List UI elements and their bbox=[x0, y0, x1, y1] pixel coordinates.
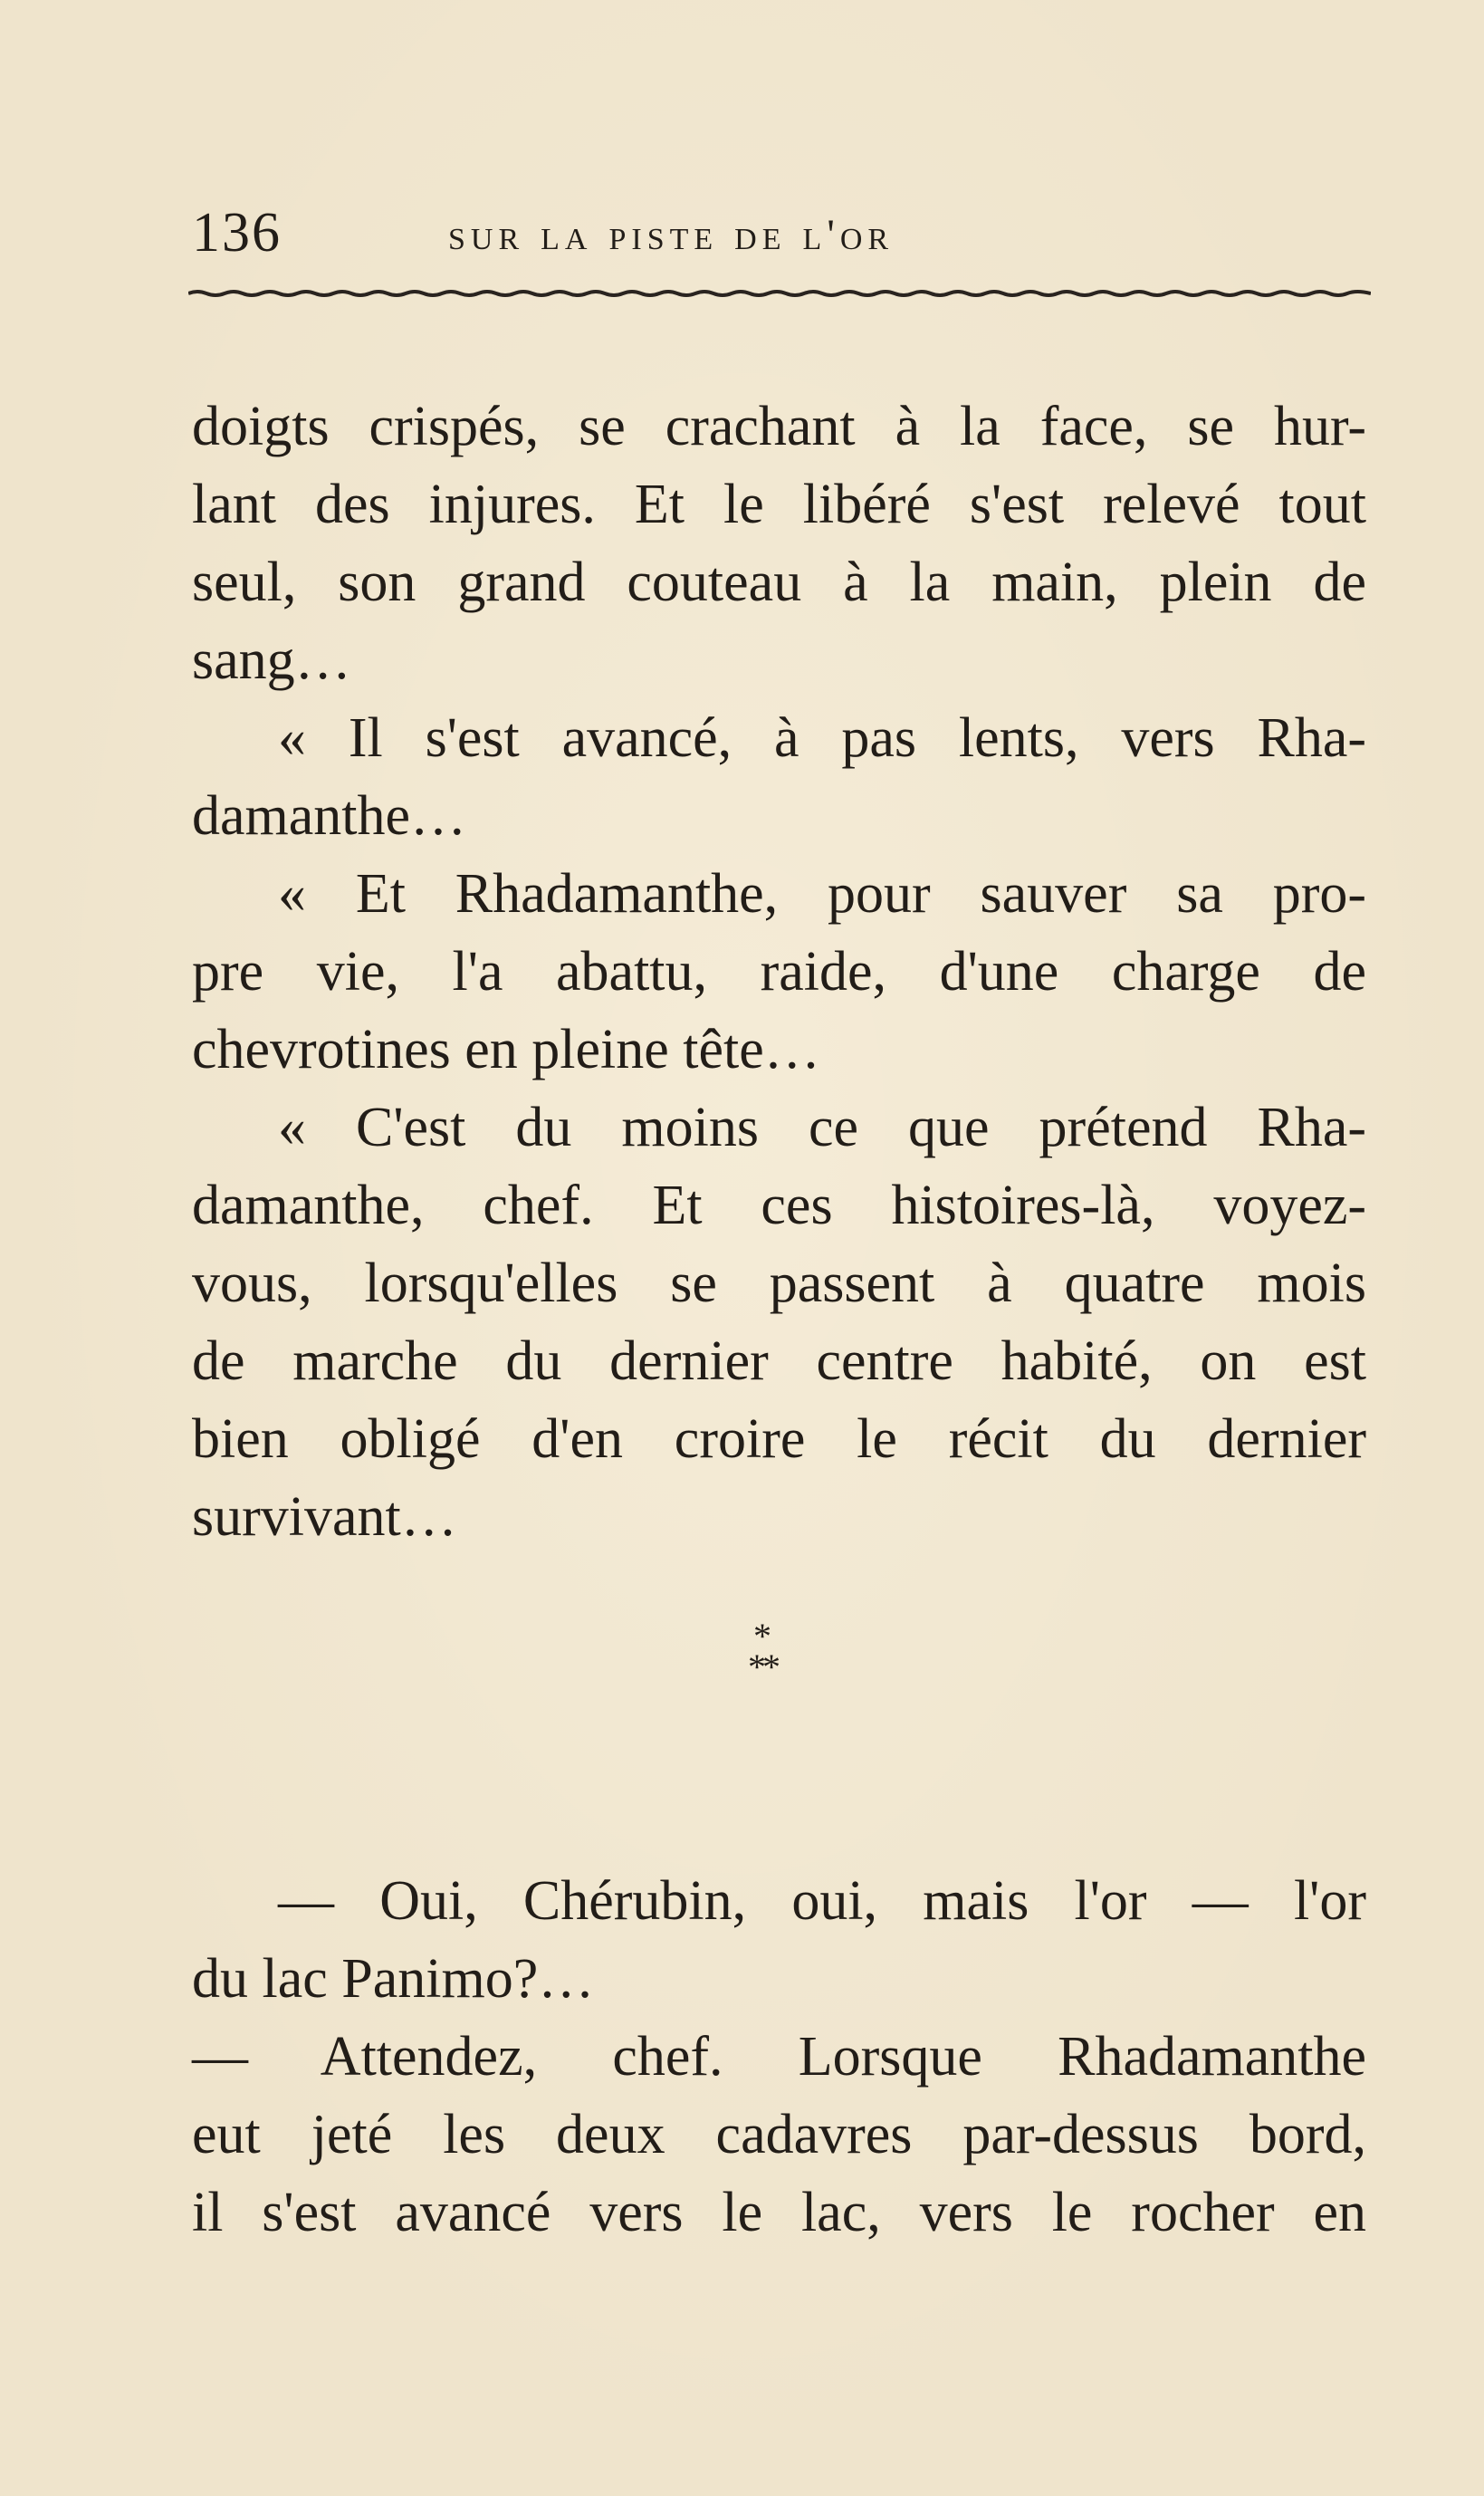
header-rule bbox=[188, 288, 1371, 299]
text-line: — Attendez, chef. Lorsque Rhadamanthe bbox=[192, 2026, 1366, 2088]
text-line: « Et Rhadamanthe, pour sauver sa pro- bbox=[278, 863, 1366, 925]
page-number: 136 bbox=[192, 202, 282, 264]
asterism-top: * bbox=[753, 1616, 771, 1656]
text-line: du lac Panimo?… bbox=[192, 1948, 595, 2010]
text-line: — Oui, Chérubin, oui, mais l'or — l'or bbox=[278, 1870, 1366, 1932]
text-line: pre vie, l'a abattu, raide, d'une charge de bbox=[192, 941, 1366, 1003]
text-line: doigts crispés, se crachant à la face, se hur- bbox=[192, 396, 1366, 457]
text-line: « Il s'est avancé, à pas lents, vers Rha- bbox=[278, 707, 1366, 769]
running-head bbox=[192, 201, 1369, 274]
body-text-section-1 bbox=[192, 388, 1366, 1556]
text-line: vous, lorsqu'elles se passent à quatre mois bbox=[192, 1253, 1366, 1314]
asterism-bottom: ** bbox=[748, 1646, 777, 1687]
text-line: seul, son grand couteau à la main, plein de bbox=[192, 552, 1366, 613]
asterism-separator bbox=[731, 1616, 794, 1703]
text-line: eut jeté les deux cadavres par-dessus bord, bbox=[192, 2104, 1366, 2165]
text-line: chevrotines en pleine tête… bbox=[192, 1019, 820, 1080]
text-line: damanthe, chef. Et ces histoires-là, voyez- bbox=[192, 1175, 1366, 1236]
text-line: damanthe… bbox=[192, 785, 467, 847]
text-line: bien obligé d'en croire le récit du dernier bbox=[192, 1408, 1366, 1470]
text-line: de marche du dernier centre habité, on est bbox=[192, 1330, 1366, 1392]
text-line: sang… bbox=[192, 629, 351, 691]
text-line: survivant… bbox=[192, 1486, 457, 1548]
body-text-section-2 bbox=[192, 1862, 1366, 2251]
text-line: lant des injures. Et le libéré s'est relevé tout bbox=[192, 474, 1366, 535]
text-line: il s'est avancé vers le lac, vers le rocher en bbox=[192, 2182, 1366, 2243]
text-line: « C'est du moins ce que prétend Rha- bbox=[278, 1097, 1366, 1158]
running-title: sur la piste de l'or bbox=[448, 211, 895, 259]
